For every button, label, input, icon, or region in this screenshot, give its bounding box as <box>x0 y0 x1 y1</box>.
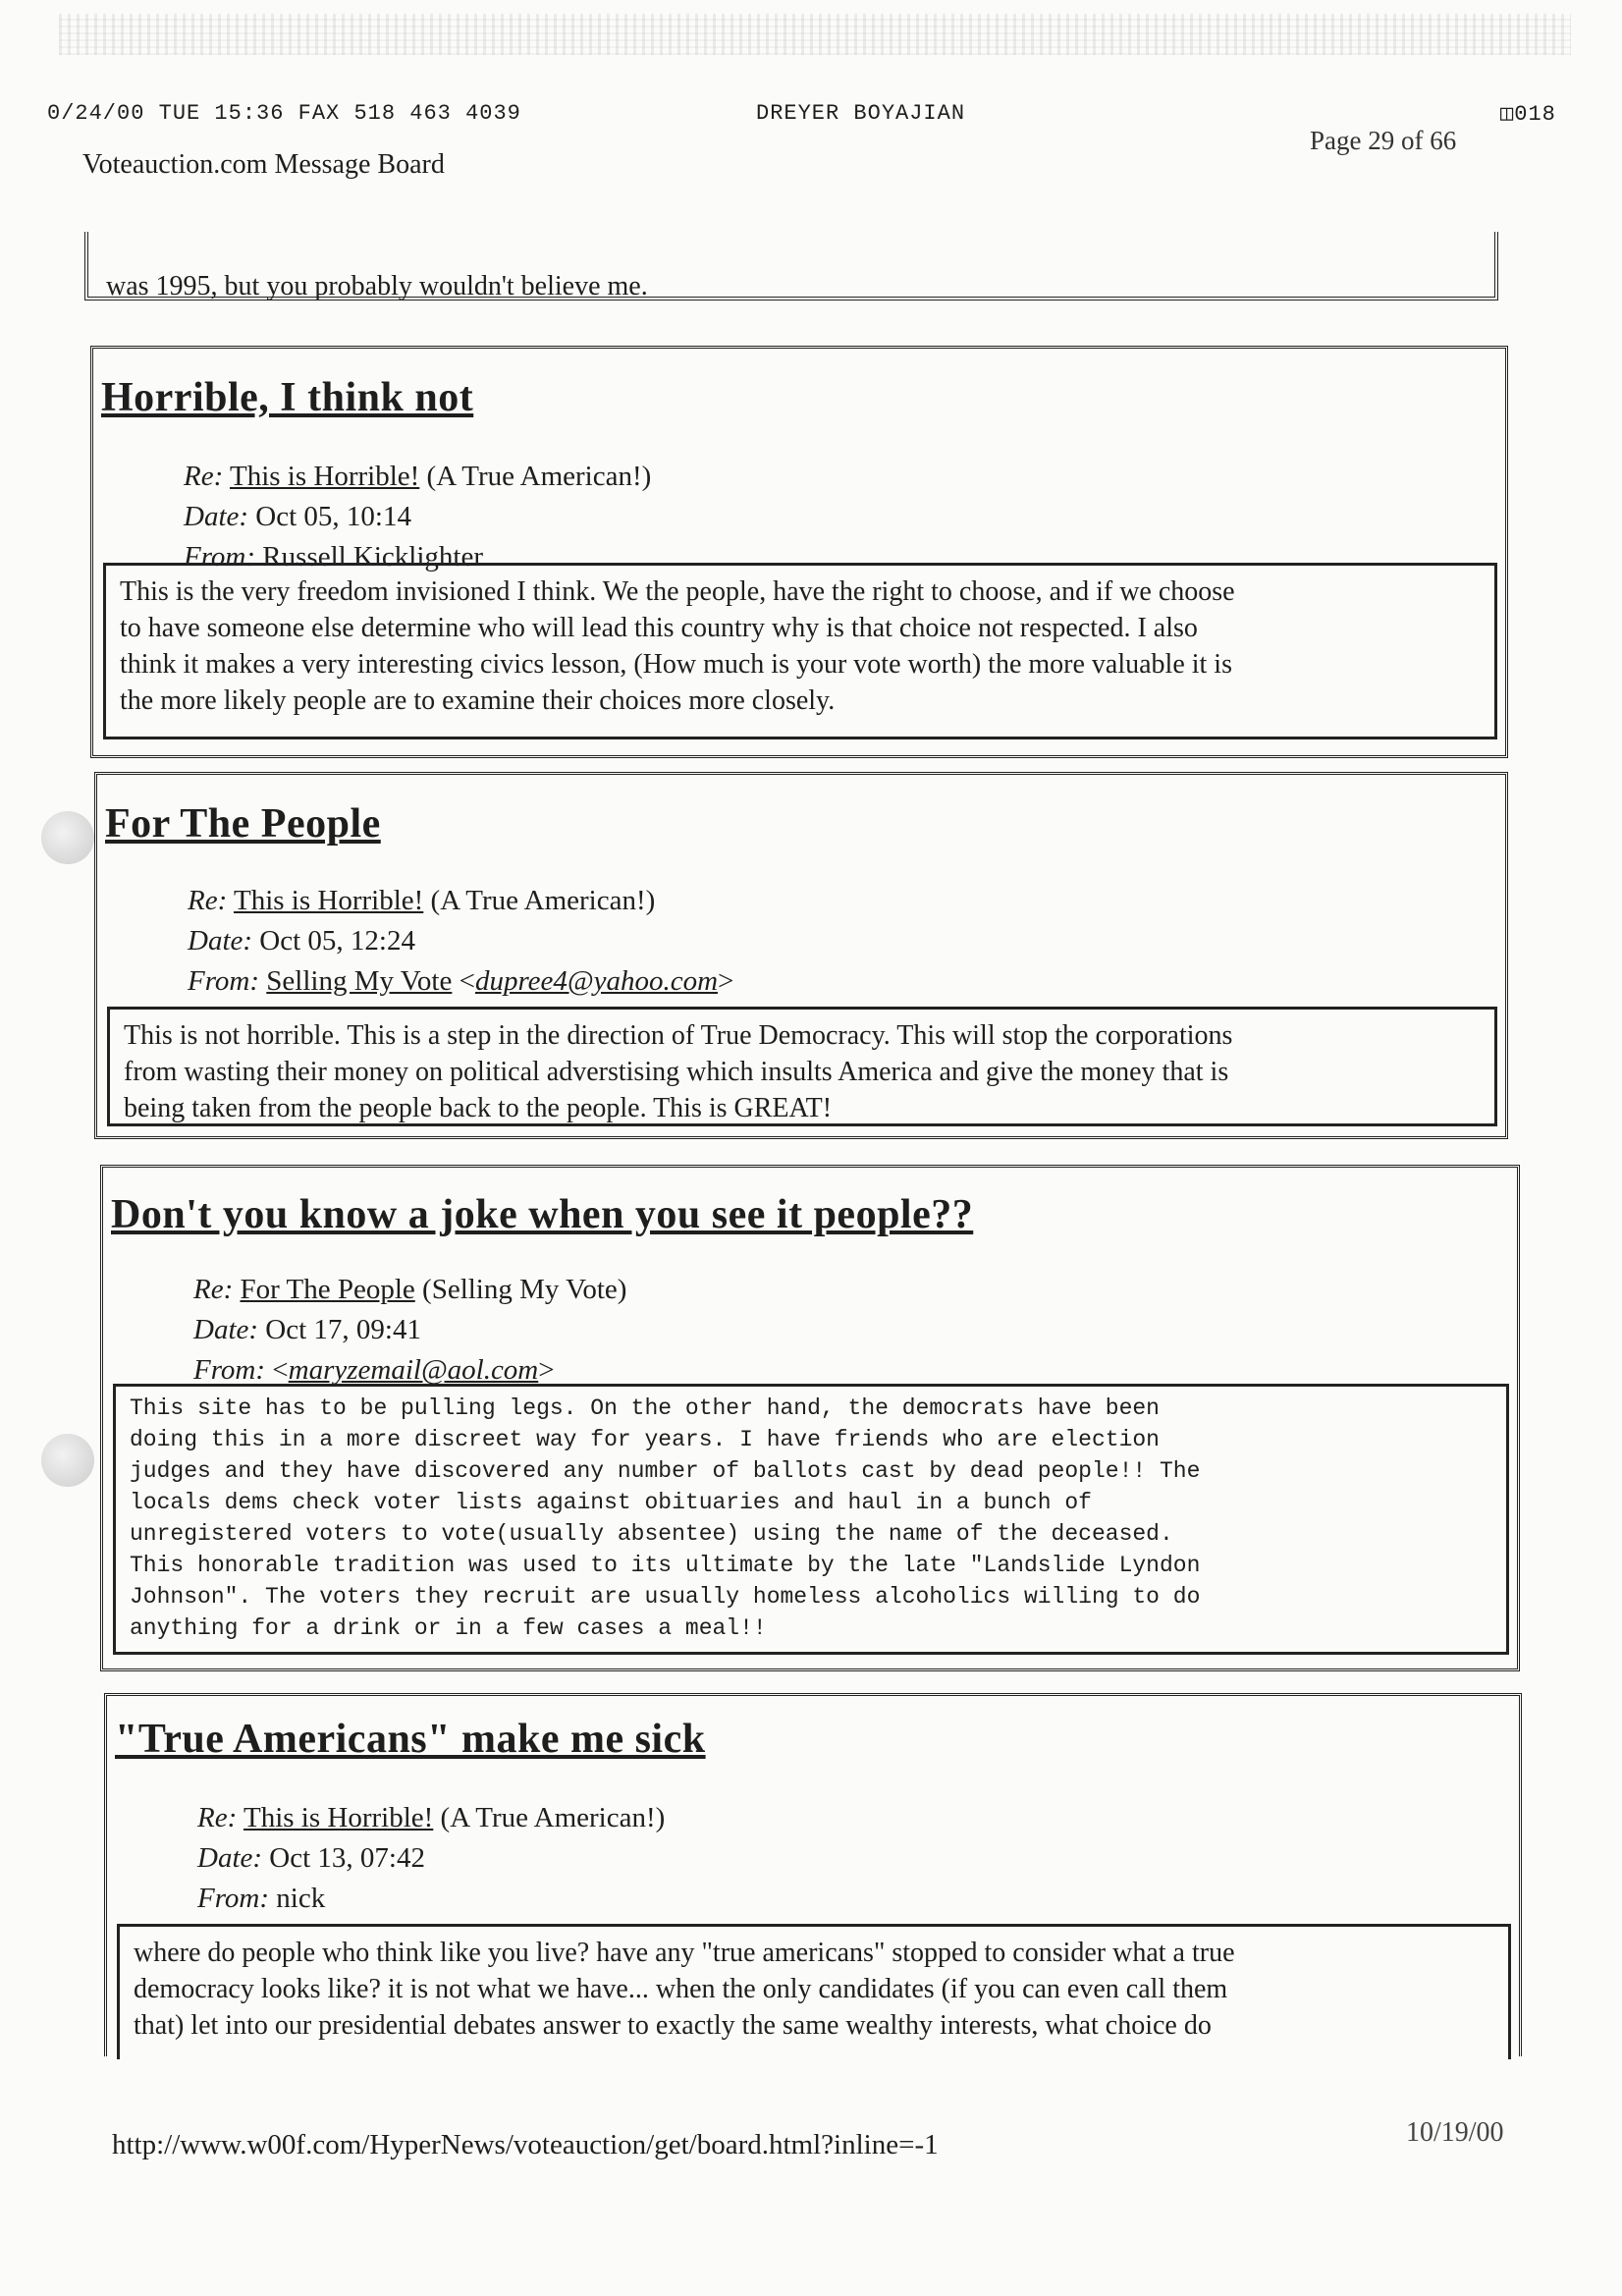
reply-to-link[interactable]: For The People <box>240 1274 415 1305</box>
body-line: judges and they have discovered any number of ballots cast by dead people!! The <box>130 1458 1201 1484</box>
fax-datetime: 0/24/00 TUE 15:36 FAX 518 463 4039 <box>47 101 521 126</box>
message-post <box>94 772 1508 1139</box>
reply-to-author: (Selling My Vote) <box>422 1274 627 1305</box>
post-title[interactable]: Don't you know a joke when you see it people?? <box>111 1192 974 1237</box>
message-post <box>104 1693 1522 2056</box>
post-meta <box>197 1798 665 1919</box>
post-body <box>117 1924 1511 2059</box>
reply-to-author: (A True American!) <box>440 1802 666 1833</box>
message-post <box>100 1165 1520 1671</box>
body-line: being taken from the people back to the people. This is GREAT! <box>124 1093 833 1123</box>
body-line: This site has to be pulling legs. On the other hand, the democrats have been <box>130 1395 1160 1421</box>
reply-to-link[interactable]: This is Horrible! <box>243 1802 434 1833</box>
body-line: doing this in a more discreet way for years. I have friends who are election <box>130 1427 1160 1452</box>
post-meta <box>184 457 651 577</box>
punch-hole <box>41 811 94 864</box>
body-line: locals dems check voter lists against obituaries and haul in a bunch of <box>130 1490 1092 1515</box>
author-email[interactable]: maryzemail@aol.com <box>288 1354 539 1386</box>
post-date: Oct 13, 07:42 <box>269 1842 425 1874</box>
post-body <box>113 1384 1509 1655</box>
post-title[interactable]: Horrible, I think not <box>101 375 474 420</box>
post-meta: Re: This is Horrible! (A True American!) Date: Oct 05, 12:24 From: Selling My Vote <dupree4@yahoo.com> <box>188 885 734 997</box>
body-line: This honorable tradition was used to its ultimate by the late "Landslide Lyndon <box>130 1553 1201 1578</box>
re-label: Re: <box>188 885 228 916</box>
date-label: Date: <box>193 1314 259 1345</box>
post-author: Russell Kicklighter <box>262 541 484 573</box>
body-line: to have someone else determine who will lead this country why is that choice not respected. I also <box>120 613 1198 643</box>
body-line: Johnson". The voters they recruit are usually homeless alcoholics willing to do <box>130 1584 1201 1610</box>
fax-sender: DREYER BOYAJIAN <box>756 101 966 126</box>
punch-hole <box>41 1434 94 1487</box>
post-body <box>107 1007 1497 1126</box>
footer-date: 10/19/00 <box>1406 2117 1504 2148</box>
re-label: Re: <box>193 1274 234 1305</box>
body-line: unregistered voters to vote(usually absentee) using the name of the deceased. <box>130 1521 1173 1547</box>
author-email[interactable]: dupree4@yahoo.com <box>474 965 719 997</box>
message-post <box>90 346 1508 758</box>
board-title: Voteauction.com Message Board <box>82 149 445 180</box>
body-line: anything for a drink or in a few cases a meal!! <box>130 1615 767 1641</box>
body-line: that) let into our presidential debates answer to exactly the same wealthy interests, what choice do <box>134 2010 1212 2041</box>
post-title[interactable]: "True Americans" make me sick <box>115 1717 706 1762</box>
body-line: the more likely people are to examine their choices more closely. <box>120 685 836 716</box>
re-label: Re: <box>184 461 224 492</box>
fragment-text: was 1995, but you probably wouldn't believe me. <box>106 271 648 301</box>
post-meta: Re: For The People (Selling My Vote) Date: Oct 17, 09:41 From: <maryzemail@aol.com> <box>193 1274 627 1386</box>
post-body <box>103 563 1497 739</box>
post-date: Oct 17, 09:41 <box>265 1314 421 1345</box>
fax-transmission-noise <box>59 14 1571 55</box>
post-author[interactable]: Selling My Vote <box>266 965 453 997</box>
body-line: This is the very freedom invisioned I think. We the people, have the right to choose, and if we choose <box>120 576 1235 607</box>
footer-url: http://www.w00f.com/HyperNews/voteauction/get/board.html?inline=-1 <box>112 2129 939 2160</box>
previous-post-fragment <box>84 232 1498 301</box>
body-line: think it makes a very interesting civics lesson, (How much is your vote worth) the more valuable it is <box>120 649 1232 680</box>
reply-to-link[interactable]: This is Horrible! <box>233 885 424 916</box>
date-label: Date: <box>197 1842 263 1874</box>
post-title[interactable]: For The People <box>105 801 381 847</box>
post-date: Oct 05, 10:14 <box>255 501 411 532</box>
re-label: Re: <box>197 1802 238 1833</box>
from-label: From: <box>193 1354 266 1386</box>
body-line: where do people who think like you live? have any "true americans" stopped to consider what a true <box>134 1938 1235 1968</box>
body-line: This is not horrible. This is a step in the direction of True Democracy. This will stop the corporations <box>124 1020 1233 1051</box>
body-line: from wasting their money on political adverstising which insults America and give the money that is <box>124 1057 1229 1087</box>
reply-to-author: (A True American!) <box>426 461 652 492</box>
post-author: nick <box>276 1883 326 1914</box>
reply-to-link[interactable]: This is Horrible! <box>229 461 420 492</box>
date-label: Date: <box>184 501 249 532</box>
from-label: From: <box>188 965 260 997</box>
from-label: From: <box>184 541 256 573</box>
post-date: Oct 05, 12:24 <box>259 925 415 957</box>
date-label: Date: <box>188 925 253 957</box>
reply-to-author: (A True American!) <box>430 885 656 916</box>
page-label: Page 29 of 66 <box>1310 126 1457 155</box>
body-line: democracy looks like? it is not what we have... when the only candidates (if you can even call them <box>134 1974 1228 2004</box>
from-label: From: <box>197 1883 270 1914</box>
fax-page-number: ◫018 <box>1500 102 1556 127</box>
